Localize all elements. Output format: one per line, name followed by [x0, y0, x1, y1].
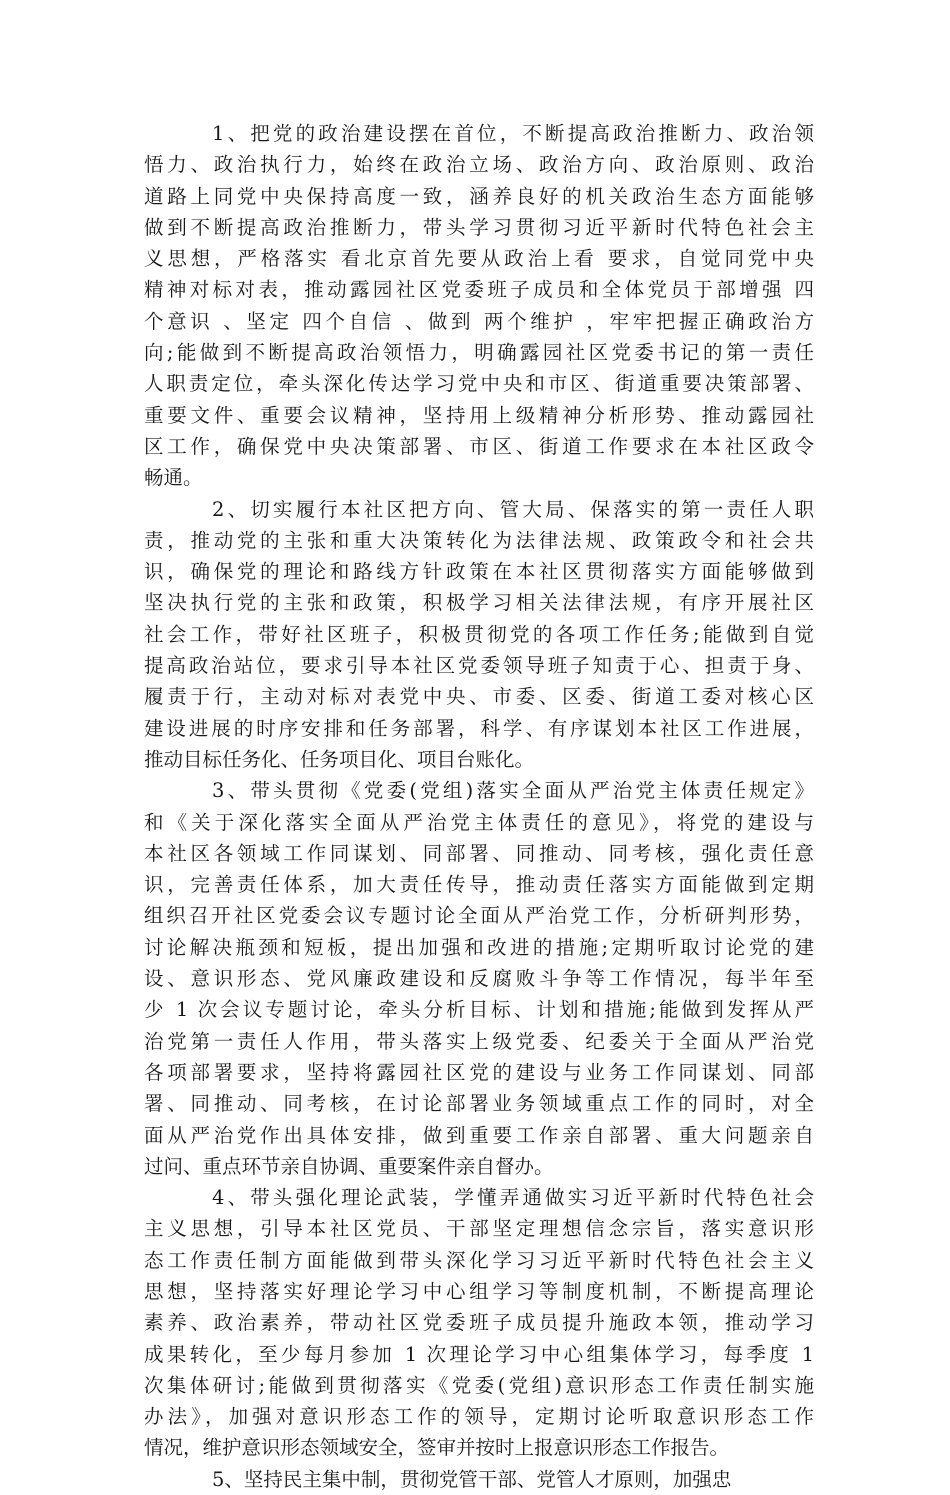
- document-body: [144, 118, 814, 1495]
- text-line: 和《关于深化落实全面从严治党主体责任的意见》，将党的建设与: [144, 810, 814, 834]
- text-line: 讨论解决瓶颈和短板，提出加强和改进的措施;定期听取讨论党的建: [144, 935, 814, 959]
- text-line: 坚决执行党的主张和政策，积极学习相关法律法规，有序开展社区: [144, 591, 814, 615]
- text-line: 4、带头强化理论武装，学懂弄通做实习近平新时代特色社会: [212, 1186, 814, 1210]
- text-line: 办法》，加强对意识形态工作的领导，定期讨论听取意识形态工作: [144, 1405, 814, 1429]
- text-line: 署、同推动、同考核，在讨论部署业务领域重点工作的同时，对全: [144, 1092, 814, 1116]
- text-line: 情况，维护意识形态领域安全，签审并按时上报意识形态工作报告。: [144, 1436, 730, 1460]
- text-line: 1、把党的政治建设摆在首位，不断提高政治推断力、政治领: [212, 122, 814, 145]
- text-line: 提高政治站位，要求引导本社区党委领导班子知责于心、担责于身、: [144, 654, 814, 678]
- text-line: 人职责定位，牵头深化传达学习党中央和市区、街道重要决策部署、: [144, 372, 814, 396]
- paragraph-1: [144, 118, 814, 494]
- text-line: 重要文件、重要会议精神，坚持用上级精神分析形势、推动露园社: [144, 403, 814, 427]
- text-line: 畅通。: [144, 466, 203, 490]
- text-line: 各项部署要求，坚持将露园社区党的建设与业务工作同谋划、同部: [144, 1060, 814, 1084]
- text-line: 面从严治党作出具体安排，做到重要工作亲自部署、重大问题亲自: [144, 1123, 814, 1147]
- text-line: 建设进展的时序安排和任务部署，科学、有序谋划本社区工作进展，: [144, 716, 814, 740]
- text-line: 次集体研讨;能做到贯彻落实《党委(党组)意识形态工作责任制实施: [144, 1373, 814, 1397]
- text-line: 义思想，严格落实 看北京首先要从政治上看 要求，自觉同党中央: [144, 247, 814, 271]
- text-line: 识，确保党的理论和路线方针政策在本社区贯彻落实方面能够做到: [144, 560, 814, 584]
- paragraph-5: [144, 1464, 814, 1495]
- text-line: 推动目标任务化、任务项目化、项目台账化。: [144, 747, 535, 771]
- text-line: 社会工作，带好社区班子，积极贯彻党的各项工作任务;能做到自觉: [144, 622, 814, 646]
- text-line: 个意识 、坚定 四个自信 、做到 两个维护 ，牢牢把握正确政治方: [144, 309, 814, 333]
- text-line: 识，完善责任体系，加大责任传导，推动责任落实方面能做到定期: [144, 873, 814, 897]
- paragraph-2: [144, 494, 814, 776]
- text-line: 做到不断提高政治推断力，带头学习贯彻习近平新时代特色社会主: [144, 215, 814, 239]
- text-line: 责，推动党的主张和重大决策转化为法律法规、政策政令和社会共: [144, 528, 814, 552]
- text-line: 态工作责任制方面能做到带头深化学习习近平新时代特色社会主义: [144, 1248, 814, 1272]
- text-line: 3、带头贯彻《党委(党组)落实全面从严治党主体责任规定》: [212, 779, 814, 803]
- text-line: 精神对标对表，推动露园社区党委班子成员和全体党员于部增强 四: [144, 278, 814, 302]
- text-line: 5、坚持民主集中制，贯彻党管干部、党管人才原则，加强忠: [212, 1467, 732, 1491]
- text-line: 治党第一责任人作用，带头落实上级党委、纪委关于全面从严治党: [144, 1029, 814, 1053]
- text-line: 少 1 次会议专题讨论，牵头分析目标、计划和措施;能做到发挥从严: [144, 998, 814, 1022]
- text-line: 过问、重点环节亲自协调、重要案件亲自督办。: [144, 1154, 554, 1178]
- text-line: 向;能做到不断提高政治领悟力，明确露园社区党委书记的第一责任: [144, 341, 814, 365]
- text-line: 区工作，确保党中央决策部署、市区、街道工作要求在本社区政令: [144, 434, 814, 458]
- text-line: 2、切实履行本社区把方向、管大局、保落实的第一责任人职: [212, 497, 814, 521]
- text-line: 组织召开社区党委会议专题讨论全面从严治党工作，分析研判形势，: [144, 904, 814, 928]
- text-line: 素养、政治素养，带动社区党委班子成员提升施政本领，推动学习: [144, 1311, 814, 1335]
- text-line: 成果转化，至少每月参加 1 次理论学习中心组集体学习，每季度 1: [144, 1342, 814, 1366]
- text-line: 设、意识形态、党风廉政建设和反腐败斗争等工作情况，每半年至: [144, 967, 814, 991]
- text-line: 悟力、政治执行力，始终在政治立场、政治方向、政治原则、政治: [144, 153, 814, 177]
- paragraph-3: [144, 775, 814, 1182]
- text-line: 主义思想，引导本社区党员、干部坚定理想信念宗旨，落实意识形: [144, 1217, 814, 1241]
- text-line: 本社区各领域工作同谋划、同部署、同推动、同考核，强化责任意: [144, 841, 814, 865]
- paragraph-4: [144, 1182, 814, 1464]
- text-line: 思想，坚持落实好理论学习中心组学习等制度机制，不断提高理论: [144, 1279, 814, 1303]
- text-line: 道路上同党中央保持高度一致，涵养良好的机关政治生态方面能够: [144, 184, 814, 208]
- text-line: 履责于行，主动对标对表党中央、市委、区委、街道工委对核心区: [144, 685, 814, 709]
